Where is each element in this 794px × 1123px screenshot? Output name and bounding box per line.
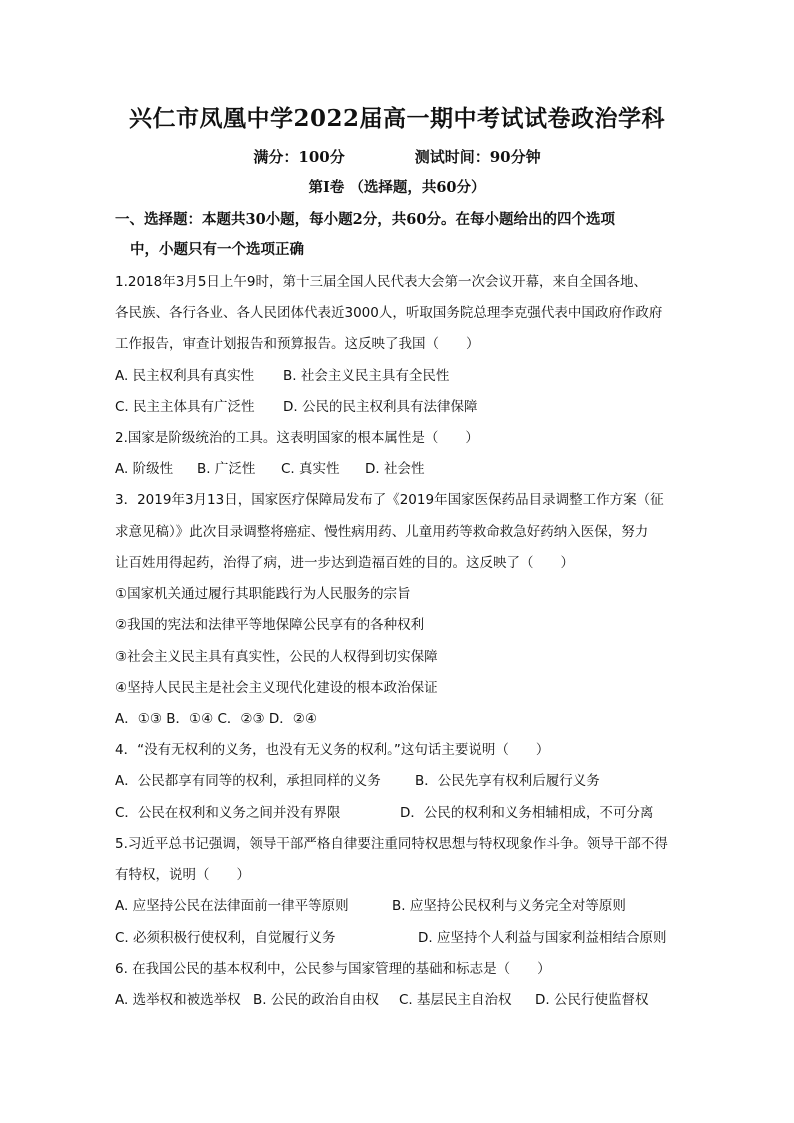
q6-option-a: A. 选举权和被选举权: [115, 992, 241, 1008]
q1-line-1: 1.2018年3月5日上午9时，第十三届全国人民代表大会第一次会议开幕，来自全国各地、: [115, 274, 648, 290]
exam-meta: [0, 146, 794, 167]
q3-options: A．①③ B．①④ C．②③ D．②④: [115, 711, 318, 727]
q5-option-b: B. 应坚持公民权利与义务完全对等原则: [392, 898, 626, 914]
q5-option-d: D. 应坚持个人利益与国家利益相结合原则: [418, 930, 667, 946]
q3-line-3: 让百姓用得起药，治得了病，进一步达到造福百姓的目的。这反映了（ ）: [115, 555, 574, 571]
q1-option-b: B. 社会主义民主具有全民性: [283, 368, 450, 384]
q3-statement-2: ②我国的宪法和法律平等地保障公民享有的各种权利: [115, 617, 425, 633]
q3-line-2: 求意见稿）》此次目录调整将癌症、慢性病用药、儿童用药等救命救急好药纳入医保，努力: [115, 524, 649, 540]
q5-options-cd: [115, 926, 695, 946]
q1-options-cd: [115, 395, 695, 415]
q4-option-b: B．公民先享有权利后履行义务: [415, 773, 600, 789]
q2-options: [115, 457, 695, 477]
section-line-2: 中，小题只有一个选项正确: [130, 241, 304, 258]
q6-line-1: 6. 在我国公民的基本权利中，公民参与国家管理的基础和标志是（ ）: [115, 961, 551, 977]
q1-line-3: 工作报告，审查计划报告和预算报告。这反映了我国（ ）: [115, 336, 480, 352]
q1-options-ab: [115, 364, 695, 384]
q2-option-b: B. 广泛性: [197, 461, 256, 477]
exam-title: 兴仁市凤凰中学2022届高一期中考试试卷政治学科: [128, 105, 665, 132]
volume-heading: 第Ⅰ卷 （选择题，共60分）: [308, 179, 486, 196]
q4-option-a: A．公民都享有同等的权利，承担同样的义务: [115, 773, 381, 789]
q6-options: [115, 988, 695, 1008]
test-time: 测试时间：90分钟: [414, 148, 541, 166]
full-score: 满分：100分: [253, 148, 345, 166]
q2-line-1: 2.国家是阶级统治的工具。这表明国家的根本属性是（ ）: [115, 430, 479, 446]
q4-options-ab: [115, 769, 695, 789]
section-line-1: 一、选择题：本题共30小题，每小题2分，共60分。在每小题给出的四个选项: [115, 211, 615, 228]
q5-option-c: C. 必须积极行使权利，自觉履行义务: [115, 930, 336, 946]
q2-option-a: A. 阶级性: [115, 461, 174, 477]
q3-line-1: 3．2019年3月13日，国家医疗保障局发布了《2019年国家医保药品目录调整工作方案（征: [115, 492, 664, 508]
q2-option-d: D. 社会性: [365, 461, 425, 477]
q2-option-c: C. 真实性: [281, 461, 340, 477]
q5-options-ab: [115, 894, 695, 914]
q3-statement-4: ④坚持人民民主是社会主义现代化建设的根本政治保证: [115, 680, 438, 696]
q6-option-c: C. 基层民主自治权: [399, 992, 512, 1008]
q5-option-a: A. 应坚持公民在法律面前一律平等原则: [115, 898, 349, 914]
q3-statement-1: ①国家机关通过履行其职能践行为人民服务的宗旨: [115, 586, 411, 602]
q6-option-b: B. 公民的政治自由权: [253, 992, 379, 1008]
q4-options-cd: [115, 801, 695, 821]
q1-option-a: A. 民主权利具有真实性: [115, 368, 255, 384]
q4-option-d: D．公民的权利和义务相辅相成，不可分离: [400, 805, 654, 821]
q3-statement-3: ③社会主义民主具有真实性，公民的人权得到切实保障: [115, 649, 438, 665]
q4-option-c: C．公民在权利和义务之间并没有界限: [115, 805, 341, 821]
q5-line-1: 5.习近平总书记强调，领导干部严格自律要注重同特权思想与特权现象作斗争。领导干部不得: [115, 836, 668, 852]
q4-line-1: 4．“没有无权利的义务，也没有无义务的权利。”这句话主要说明（ ）: [115, 742, 550, 758]
section-heading: [115, 205, 685, 265]
q1-option-d: D. 公民的民主权利具有法律保障: [283, 399, 478, 415]
q6-option-d: D. 公民行使监督权: [535, 992, 649, 1008]
q1-line-2: 各民族、各行各业、各人民团体代表近3000人，听取国务院总理李克强代表中国政府作政府: [115, 305, 663, 321]
q1-option-c: C. 民主主体具有广泛性: [115, 399, 255, 415]
q5-line-2: 有特权，说明（ ）: [115, 867, 250, 883]
